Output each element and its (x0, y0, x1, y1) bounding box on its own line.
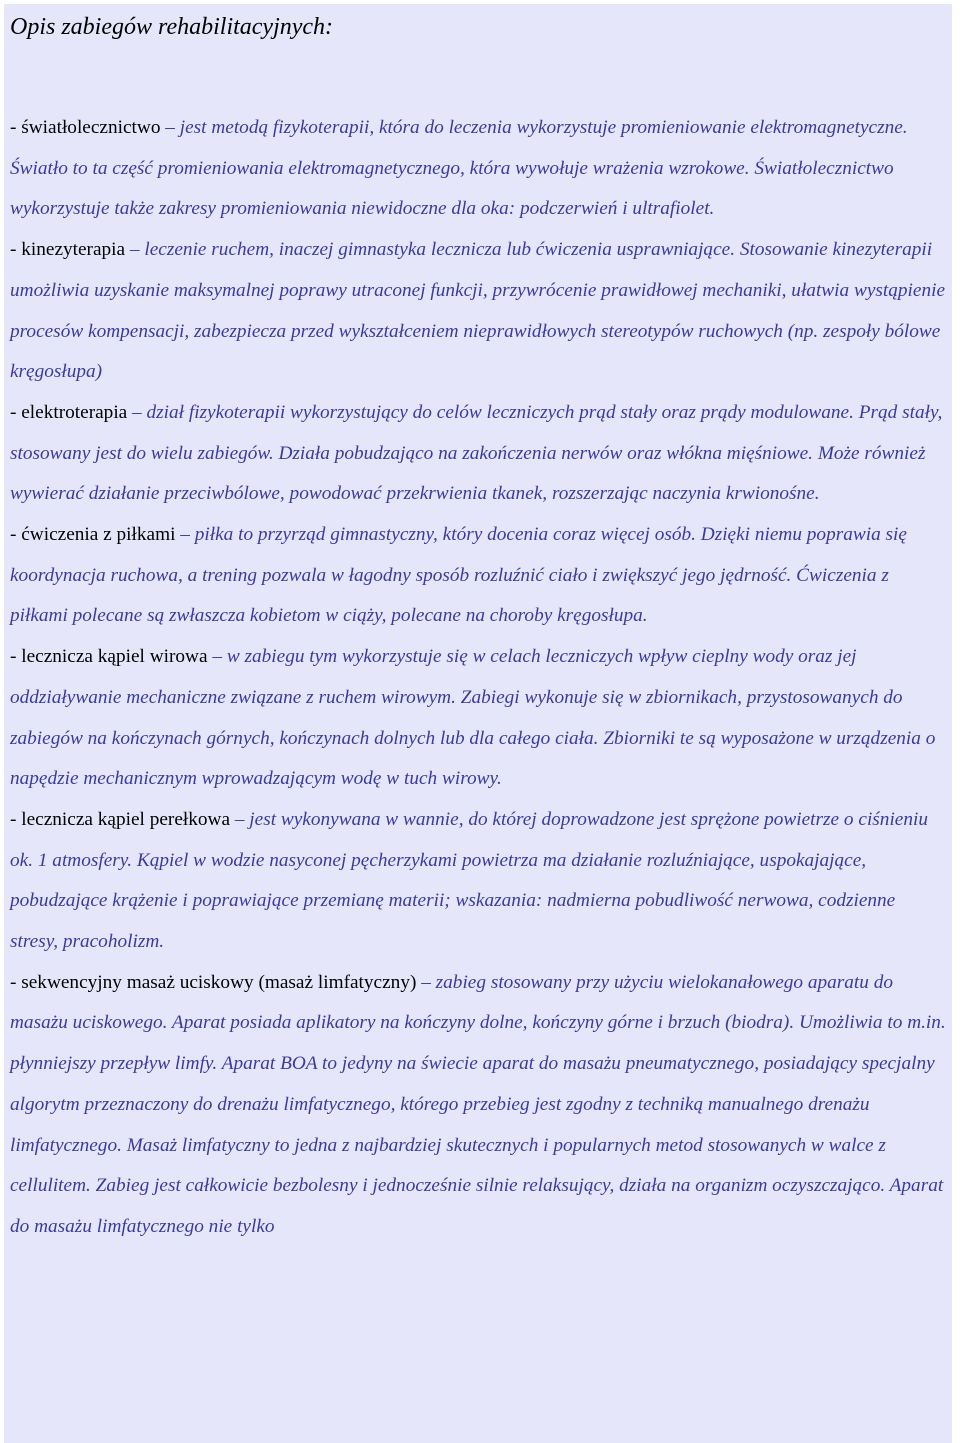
document-body (10, 84, 946, 1248)
section-cwiczenia-z-pilkami (10, 515, 946, 637)
section-dash: - (10, 524, 22, 546)
section-kapiel-wirowa (10, 637, 946, 800)
section-kinezyterapia (10, 230, 946, 393)
section-text: – dział fizykoterapii wykorzystujący do celów leczniczych prąd stały oraz prądy modulowane. Prąd stały, stosowany jest do wielu zabiegów. Działa pobudzająco na zakończenia nerwów oraz włókna mięśniowe. Może również wywierać działanie przeciwbólowe, powodować przekrwienia tkanek, rozszerzając naczynia krwionośne. (10, 401, 943, 505)
section-dash: - (10, 117, 22, 138)
section-term: światłolecznictwo (21, 117, 161, 138)
section-text: – jest wykonywana w wannie, do której doprowadzone jest sprężone powietrze o ciśnieniu ok. 1 atmosfery. Kąpiel w wodzie nasyconej pęcherzykami powietrza ma działanie rozluźniające, uspokajające, pobudzające krążenie i poprawiające przemianę materii; wskazania: nadmierna pobudliwość nerwowa, codzienne stresy, pracoholizm. (10, 808, 928, 953)
section-term: kinezyterapia (21, 239, 126, 261)
section-kapiel-perelkowa (10, 800, 946, 963)
section-dash: - (10, 646, 22, 668)
section-dash: - (10, 401, 22, 423)
section-masaz-limfatyczny (10, 963, 946, 1248)
section-text: – jest metodą fizykoterapii, która do leczenia wykorzystuje promieniowanie elektromagnetyczne. Światło to ta część promieniowania elektromagnetycznego, która wywołuje wrażenia wzrokowe. Światłolecznictwo wykorzystuje także zakresy promieniowania niewidoczne dla oka: podczerwień i ultrafiolet. (10, 117, 908, 220)
section-text: – zabieg stosowany przy użyciu wielokanałowego aparatu do masażu uciskowego. Aparat posiada aplikatory na kończyny dolne, kończyny górne i brzuch (biodra). Umożliwia to m.in. płynniejszy przepływ limfy. Aparat BOA to jedyny na świecie aparat do masażu pneumatycznego, posiadający specjalny algorytm przeznaczony do drenażu limfatycznego, którego przebieg jest zgodny z techniką manualnego drenażu limfatycznego. Masaż limfatyczny to jedna z najbardziej skutecznych i popularnych metod stosowanych w walce z cellulitem. Zabieg jest całkowicie bezbolesny i jednocześnie silnie relaksujący, działa na organizm oczyszczająco. Aparat do masażu limfatycznego nie tylko (10, 971, 946, 1237)
section-term: lecznicza kąpiel wirowa (21, 646, 208, 668)
section-text: – piłka to przyrząd gimnastyczny, który docenia coraz więcej osób. Dzięki niemu poprawia się koordynacja ruchowa, a trening pozwala w łagodny sposób rozluźnić ciało i zwiększyć jego jędrność. Ćwiczenia z piłkami polecane są zwłaszcza kobietom w ciąży, polecane na choroby kręgosłupa. (10, 524, 907, 627)
section-dash: - (10, 808, 22, 830)
section-term: lecznicza kąpiel perełkowa (21, 808, 231, 830)
page-title: Opis zabiegów rehabilitacyjnych: (10, 14, 334, 40)
section-dash: - (10, 971, 22, 993)
section-elektroterapia (10, 393, 946, 515)
section-text: – w zabiegu tym wykorzystuje się w celach leczniczych wpływ cieplny wody oraz jej oddziaływanie mechaniczne związane z ruchem wirowym. Zabiegi wykonuje się w zbiornikach, przystosowanych do zabiegów na kończynach górnych, kończynach dolnych lub dla całego ciała. Zbiorniki te są wyposażone w urządzenia o napędzie mechanicznym wprowadzającym wodę w tuch wirowy. (10, 646, 936, 790)
document-panel (4, 4, 952, 1443)
section-term: sekwencyjny masaż uciskowy (masaż limfatyczny) (21, 971, 417, 993)
section-swiatlolecznictwo (10, 108, 946, 230)
section-term: elektroterapia (21, 401, 128, 423)
section-dash: - (10, 239, 22, 261)
section-term: ćwiczenia z piłkami (21, 524, 176, 546)
section-text: – leczenie ruchem, inaczej gimnastyka lecznicza lub ćwiczenia usprawniające. Stosowanie kinezyterapii umożliwia uzyskanie maksymalnej poprawy utraconej funkcji, przywrócenie prawidłowej mechaniki, ułatwia wystąpienie procesów kompensacji, zabezpiecza przed wykształceniem nieprawidłowych stereotypów ruchowych (np. zespoły bólowe kręgosłupa) (10, 239, 946, 383)
